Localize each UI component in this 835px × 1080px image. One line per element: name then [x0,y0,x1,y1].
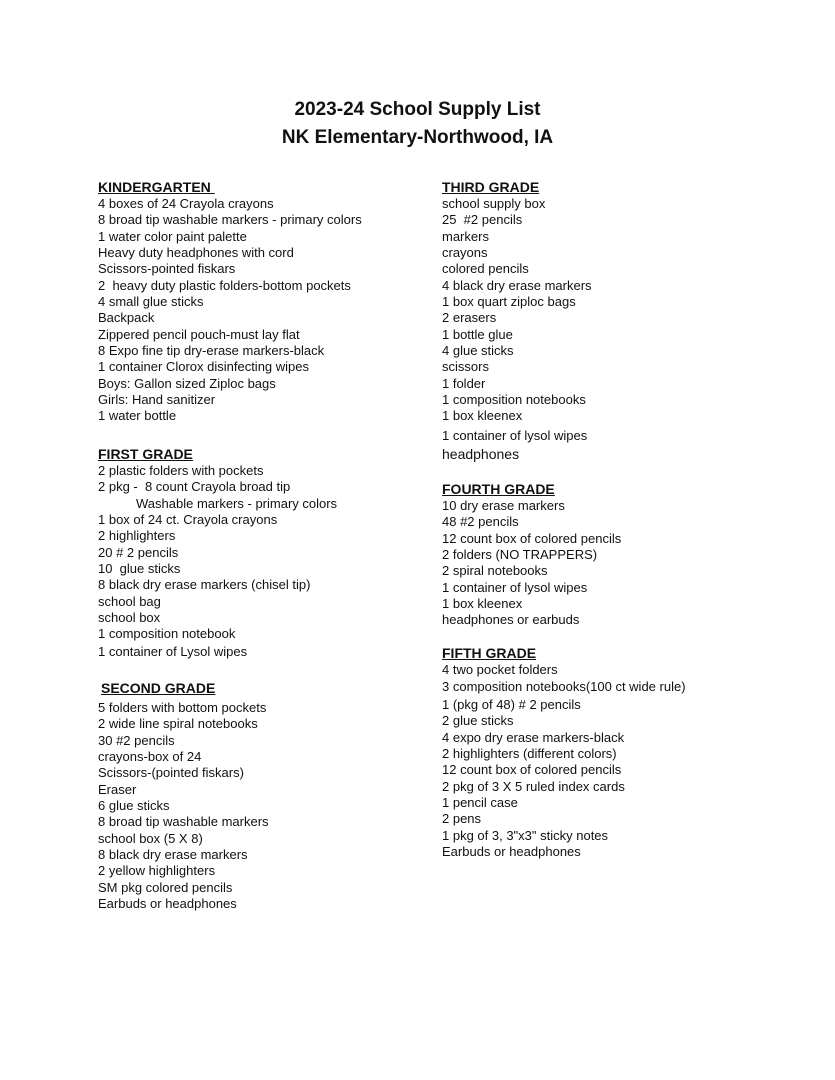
list-item: 25 #2 pencils [442,212,523,228]
kindergarten-section [98,179,362,425]
list-item: 2 pkg of 3 X 5 ruled index cards [442,778,625,794]
list-item: 2 highlighters (different colors) [442,746,617,762]
list-item: 4 expo dry erase markers-black [442,729,625,745]
list-item: scissors [442,359,489,375]
first-grade-section [98,446,337,660]
list-item: school box [98,610,161,626]
list-item: 4 boxes of 24 Crayola crayons [98,196,274,211]
list-item: 2 glue sticks [442,713,514,729]
list-item: 4 glue sticks [442,343,514,359]
list-item: 1 container of lysol wipes [442,579,588,595]
list-item: 8 Expo fine tip dry-erase markers-black [98,343,325,359]
list-item: 5 folders with bottom pockets [98,700,267,715]
list-item: 2 yellow highlighters [98,863,216,879]
list-item: SM pkg colored pencils [98,879,233,895]
list-item: 1 box kleenex [442,408,523,424]
list-item: 2 spiral notebooks [442,563,548,579]
kindergarten-supply-list [98,196,362,425]
third-grade-section [442,179,592,464]
list-item: Backpack [98,310,155,326]
third-grade-supply-list [442,196,592,464]
list-item: 1 bottle glue [442,326,513,342]
list-item: 4 black dry erase markers [442,277,592,293]
section-heading-kindergarten: KINDERGARTEN [98,179,215,195]
list-item: 4 small glue sticks [98,294,204,310]
list-item: Zippered pencil pouch-must lay flat [98,326,300,342]
list-item: 2 highlighters [98,528,176,544]
list-item: 1 container Clorox disinfecting wipes [98,359,309,375]
list-item: Scissors-pointed fiskars [98,261,236,277]
list-item: crayons-box of 24 [98,749,202,765]
list-item: school supply box [442,196,546,211]
list-item: 1 box of 24 ct. Crayola crayons [98,512,278,528]
list-item: colored pencils [442,261,529,277]
fifth-grade-section [442,645,686,860]
section-heading-fourth-grade: FOURTH GRADE [442,481,555,497]
list-item: Eraser [98,781,137,797]
list-item: 8 black dry erase markers [98,847,248,863]
fourth-grade-supply-list [442,498,621,629]
list-item: Heavy duty headphones with cord [98,245,294,261]
list-item: school box (5 X 8) [98,830,203,846]
list-item: 3 composition notebooks(100 ct wide rule) [442,679,686,695]
list-item: 30 #2 pencils [98,732,175,748]
list-item: Girls: Hand sanitizer [98,392,216,408]
list-item: 2 folders (NO TRAPPERS) [442,547,598,563]
list-item: 1 pencil case [442,795,518,811]
list-item: 1 composition notebook [98,626,236,642]
first-grade-supply-list [98,463,337,660]
list-item: Boys: Gallon sized Ziploc bags [98,375,276,391]
list-item: 8 broad tip washable markers - primary colors [98,212,362,228]
list-item: 1 composition notebooks [442,392,586,408]
fifth-grade-supply-list [442,662,686,860]
list-item: school bag [98,593,161,609]
list-item: 1 pkg of 3, 3"x3" sticky notes [442,827,609,843]
list-item: 10 dry erase markers [442,498,565,513]
page-subtitle: NK Elementary-Northwood, IA [281,127,554,148]
fourth-grade-section [442,481,621,629]
list-item: 1 water color paint palette [98,228,247,244]
section-heading-second-grade: SECOND GRADE [101,680,216,696]
list-item: 2 wide line spiral notebooks [98,716,258,732]
list-item: 2 heavy duty plastic folders-bottom pockets [98,277,351,293]
list-item: 10 glue sticks [98,561,181,577]
list-item: markers [442,228,489,244]
list-item: 2 pens [442,811,482,827]
section-heading-third-grade: THIRD GRADE [442,179,540,195]
second-grade-section [98,680,269,912]
list-item: 8 black dry erase markers (chisel tip) [98,577,311,593]
list-item: 1 water bottle [98,408,177,424]
list-item: Earbuds or headphones [98,896,237,912]
list-item: 1 box kleenex [442,596,523,612]
list-item: 1 box quart ziploc bags [442,294,576,310]
section-heading-fifth-grade: FIFTH GRADE [442,645,537,661]
list-item: Earbuds or headphones [442,844,581,860]
list-item: 48 #2 pencils [442,514,519,530]
list-item: 1 container of lysol wipes [442,427,588,443]
list-item: 1 container of Lysol wipes [98,643,248,659]
list-item: Scissors-(pointed fiskars) [98,765,244,781]
list-item: 1 (pkg of 48) # 2 pencils [442,696,581,712]
second-grade-supply-list [98,700,269,912]
list-item: 2 erasers [442,310,497,326]
list-item: 12 count box of colored pencils [442,762,622,778]
list-item-continuation: Washable markers - primary colors [136,495,338,511]
list-item: 2 plastic folders with pockets [98,463,264,478]
list-item: headphones [442,445,520,462]
list-item: headphones or earbuds [442,612,580,628]
list-item: 1 folder [442,375,486,391]
page-title: 2023-24 School Supply List [294,99,541,120]
list-item: 2 pkg - 8 count Crayola broad tip [98,479,291,495]
list-item: 12 count box of colored pencils [442,530,622,546]
list-item: 6 glue sticks [98,798,170,814]
list-item: 8 broad tip washable markers [98,814,269,830]
list-item: crayons [442,245,488,261]
list-item: 20 # 2 pencils [98,544,179,560]
section-heading-first-grade: FIRST GRADE [98,446,193,462]
list-item: 4 two pocket folders [442,662,558,677]
